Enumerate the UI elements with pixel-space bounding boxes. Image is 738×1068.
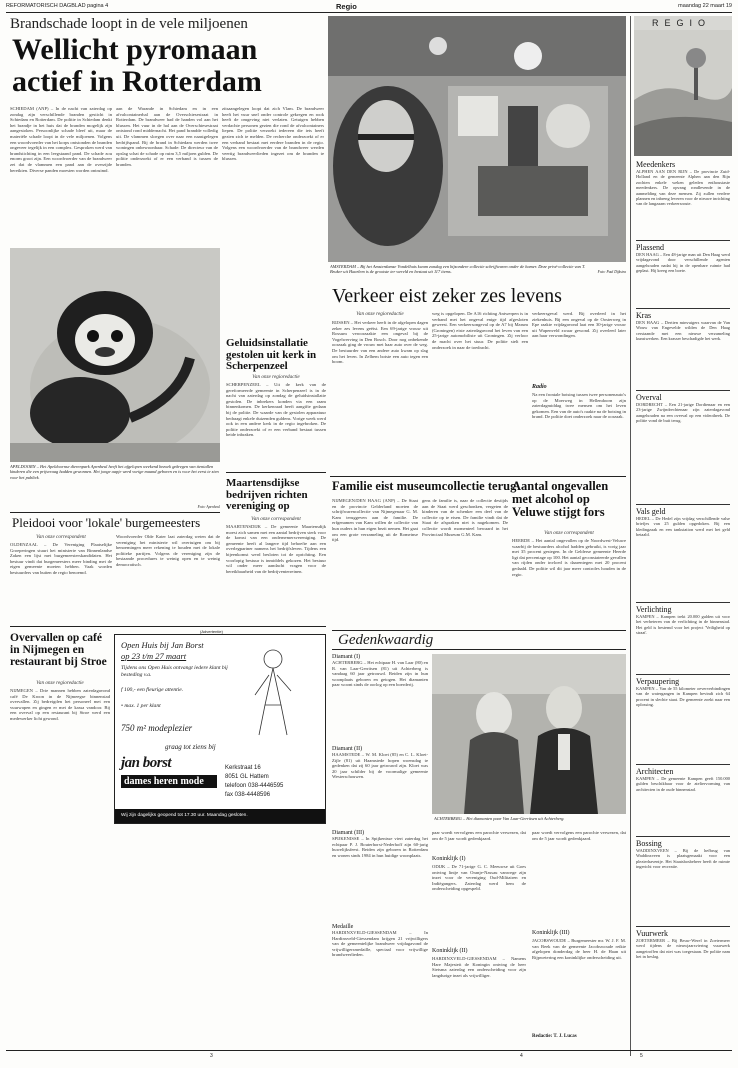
pleidooi-col-2: Woordvoerder Olde Kater laat zaterdag weten dat de vereniging het ministerie wil overtuigen om bij benoemingen meer rekening te houden met de lokale politieke partijen. Volgens de vereniging zijn de bestaande procedures te weinig open en te weinig democratisch. — [116, 534, 220, 567]
obit-3 — [332, 830, 428, 920]
obit-3-text: SPIJKENISSE – In Spijkenisse viert zaterdag het echtpaar P. J. Bouterhorst-Nederhoff zijn 60-jarig huwelijksfeest. Beiden zijn geboren in Rotterdam en wonen sinds 1984 in hun huidige woonplaats. — [332, 836, 428, 858]
obit-2-heading: Diamant (II) — [332, 746, 363, 752]
ad-heading: Open Huis bij Jan Borst — [121, 640, 204, 650]
sidebar-item-text: DEN HAAG – Een 48-jarige man uit Den Haag werd vrijdagavond door verschillende agenten aangehouden nadat hij in de openbare ruimte had geplast. Hij kreeg een boete. — [636, 252, 730, 274]
overvallen-title: Overvallen op café in Nijmegen en restaurant bij Stroe — [10, 632, 107, 669]
sidebar-item-heading: Overval — [636, 393, 662, 402]
pleidooi-title: Pleidooi voor 'lokale' burgemeesters — [12, 515, 201, 530]
sidebar-item-overval — [636, 390, 730, 502]
sidebar-item-bossing — [636, 836, 730, 928]
couple-photo — [432, 654, 626, 814]
lead-col-3: zitsaangelegen loopt dat zich Vlam. De brandweer heeft het vuur snel onder controle gekregen en rook heeft de omgeving niet verlaten. Getuigen hebben verdachte personen gezien die rond de afvalcontainers liepen. De politie verzoekt iedereen die iets heeft gezien zich te melden. De recherche onderzoekt of er een verband bestaat met eerdere branden in de regio. Volgens een woordvoerder van de brandweer werden veertig brandweerlieden ingezet om de branden te blussen. — [222, 106, 324, 162]
geluid-title: Geluidsinstallatie gestolen uit kerk in Scherpenzeel — [226, 337, 317, 373]
footer-marker-2: 4 — [520, 1053, 523, 1059]
ad-box[interactable] — [114, 634, 326, 824]
ad-graag: graag tot ziens bij — [165, 743, 216, 751]
obit-4-text: HARDINXVELD-GIESSENDAM – In Hardinxveld-Giessendam krijgen 21 vrijwilligers van de gemeentelijke brandweer vrijdagavond de vrijwilligersmedaille, speciaal voor vrijwillige brandweerlieden. — [332, 930, 428, 958]
kon3-text: JACOBSWOUDE – Burgemeester mr. W. J. F. M. van Beek van de gemeente Jacobswoude reikte afgelopen donderdag de heer H. de Haan uit Rijpwetering een koninklijke onderscheiding uit. — [532, 938, 626, 960]
verkeer-col-3b: Na een frontale botsing tussen twee personenauto's op de Moerweg in Hellendoorn zijn zaterdagmiddag twee mensen om het leven gekomen. Een van de auto's raakte na de botsing in brand. De politie doet onderzoek naar de oorzaak. — [532, 392, 626, 420]
ad-logo-name: jan borst — [121, 755, 172, 771]
kon1-text: ODIJK – De 71-jarige G. C. Meeuwse uit Goes ontving lintje van Oranje-Nassau vanwege zijn inzet voor de vereniging Oud-Militairen en Indiëgangers. Zaterdag werd hem de onderscheiding opgespeld. — [432, 864, 526, 892]
gedenk-redactie: Redactie: T. J. Lucas — [532, 1034, 577, 1039]
verkeer-rule — [330, 476, 626, 477]
sidebar-item-text: WADDINXVEEN – Bij de hefbrug van Waddinxveen is plaatsgemaakt voor een plezierhaventje. Het Staatsbosbeheer heeft de ruimte ingericht voor recreatie. — [636, 848, 730, 870]
lead-col-1: SCHIEDAM (ANP) – In de nacht van zaterdag op zondag zijn verschillende branden gesticht in Schiedam en Rotterdam. De politie in Schiedam denkt het brandje in het huis dat de branden mogelijk zijn aangestoken. Persoonlijke schade bleef uit, maar de materiële schade loopt in de vele miljoenen. Volgens een woordvoerder van het korps ontstonden de branden ongeveer tegelijk in een complex. Gesproken werd van brandstichting in een leegstaand pand. De schade zou enorm groot zijn. Een woordvoerder van de brandweer zei dat de vlammen een pand aan de overzijde bereikten. Diverse panden moesten worden ontruimd. — [10, 106, 112, 173]
footer-marker-3: 5 — [640, 1053, 643, 1059]
museum-col-2: gens de familie is, naar de collectie destijds aan de Staat werd geschonken, vergeten de kinderen van de schenker een deel van de collectie op te eisen. De familie vindt dat de Staat de afspraken niet is nagekomen. De collectie wordt momenteel bewaard in het Provinciaal Museum G.M. Kam. — [422, 498, 508, 537]
ad-max: • max. 1 per klant — [121, 703, 161, 709]
museum-col-1: NIJMEGEN/DEN HAAG (ANP) – De Staat en de provincie Gelderland moeten de schrijfwarencollectie van Nijmegenaar G. M. Kam teruggeven aan de familie. De erfgenamen van Kam willen de collectie van hun ouders in hun eigen bezit nemen. Het gaat om een grote verzameling uit de Romeinse tijd. — [332, 498, 418, 543]
verkeer-col-3: verkeersgeval werd. Bij overleed in het ziekenhuis. Bij een ongeval op de Oosterweg in Epe raakte vrijdagavond laat een 30-jarige vrouw uit Wapenveld zwaar gewond. Zij overleed later aan haar verwondingen. — [532, 311, 626, 339]
sidebar-item-heading: Plassend — [636, 243, 664, 252]
sidebar-item-kras — [636, 308, 730, 388]
animal-photo-caption: APELDOORN – Het Apeldoornse dierenpark Apenheul heeft het afgelopen weekend bezoek gekregen van tientallen kinderen die een prijsvraag hadden gewonnen. Het jonge aapje werd vorige maand geboren en is voor het eerst te zien voor het publiek. — [10, 464, 219, 480]
sidebar-item-heading: Architecten — [636, 767, 674, 776]
footer-marker-1: 3 — [210, 1053, 213, 1059]
sidebar-banner — [634, 16, 732, 156]
sidebar-item-heading: Kras — [636, 311, 652, 320]
couple-photo-caption: ACHTERBERG – Het diamanten paar Van Laar-Gerritsen uit Achterberg. — [434, 816, 565, 821]
sidebar-item-heading: Vals geld — [636, 507, 666, 516]
sidebar-item-text: DEN HAAG – Dertien minvuigers waarvan de Van Wouw van Engevelde wilden de Den Haag cerstaande met een nieuwe verzameling kunstwerken. Een krasser beschadigde het werk. — [636, 320, 730, 342]
obit-4 — [332, 924, 428, 1044]
ad-address-1: Kerkstraat 16 — [225, 765, 261, 771]
aantal-body: HEERDE – Het aantal ongevallen op de Noordwest-Veluwe waarbij de bestuurders alcohol hadden gebruikt, is vorig jaar met 35 procent gestegen. In de Gelderse gemeente Heerde ligt dat percentage op 100. Het aantal geconstateerde gevallen van rijden onder invloed is daarentegen met 20 procent gedaald. De politie wil dit jaar meer controles houden in de regio. — [512, 538, 626, 577]
sidebar-banner-label: REGIO — [652, 18, 712, 28]
verkeer-radio-label: Radio — [532, 384, 547, 390]
museum-photo-credit: Foto: Paul Dijkstra — [597, 270, 626, 274]
sidebar-divider — [630, 16, 631, 1056]
aantal-byline: Van onze correspondent — [544, 530, 594, 536]
obit-1-heading: Diamant (I) — [332, 654, 361, 660]
sidebar-item-verlichting — [636, 602, 730, 674]
sidebar-item-vals-geld — [636, 504, 730, 602]
sidebar-item-text: KAMPEN – Kampen trekt 20.000 gulden uit voor het verbeteren van de verlichting in de binnenstad. Het geld is bestemd voor het project 'Veiligheid op straat'. — [636, 614, 730, 636]
obit-1-text: ACHTERBERG – Het echtpaar H. van Laar (80) en R. van Laar-Gerritsen (81) uit Achterberg is vandaag 60 jaar getrouwd. Beiden zijn in hun woonplaats geboren en getogen. Het diamanten paar woont sinds de oorlog op een boerderij. — [332, 660, 428, 688]
sidebar-item-heading: Verpaupering — [636, 677, 680, 686]
animal-photo-image — [10, 248, 220, 462]
ad-phone: telefoon 038-4446595 — [225, 783, 284, 789]
sidebar-item-vuurwerk — [636, 926, 730, 1048]
ad-footer: Wij zijn dagelijks geopend tot 17.30 uur. Maandag gesloten. — [115, 809, 325, 823]
kon2-heading: Koninklijk (II) — [432, 948, 468, 954]
header-rule — [6, 12, 732, 13]
ad-model-illustration — [243, 645, 303, 737]
couple-photo-image — [432, 654, 626, 814]
pleidooi-col-1: OLDENZAAL – De Vereniging Plaatselijke Groeperingen stuurt het ministerie van Binnenlandse Zaken een lijst met burgemeesterskandidaten. Het bestuur vindt dat burgemeesters meer binding met de eigen gemeente moeten hebben. Vaak worden bestuurders van buiten de regio benoemd. — [10, 542, 112, 575]
sidebar-item-heading: Vuurwerk — [636, 929, 668, 938]
geluid-body: SCHERPENZEEL – Uit de kerk van de gereformeerde gemeente in Scherpenzeel is in de nacht van zaterdag op zondag de geluidsinstallatie gestolen. De inbrekers konden via een raam binnenkomen. De kerkenraad heeft aangifte gedaan bij de politie. De waarde van de gestolen apparatuur bedraagt enkele duizenden guldens. Vorige week werd ook in een andere kerk in de regio ingebroken. De politie onderzoekt of er een verband bestaat tussen beide inbraken. — [226, 382, 326, 438]
obit-2-text: HAAMSTEDE – W. M. Kloet (85) en C. L. Kloet-Zijle (81) uit Haamstede hopen woensdag te gedenken dat zij 60 jaar getrouwd zijn. Kloet was 20 jaar schilder bij de voormalige gemeente Westerschouwen. — [332, 752, 428, 780]
pleidooi-bottom-rule — [10, 626, 326, 627]
museum-photo — [328, 16, 626, 262]
sidebar-item-architecten — [636, 764, 730, 836]
animal-photo-credit: Foto: Apenheul — [197, 505, 220, 509]
verkeer-title: Verkeer eist zeker zes levens — [332, 285, 562, 307]
sidebar-item-heading: Meedenkers — [636, 160, 676, 169]
header-date: maandag 22 maart 19 — [678, 3, 732, 9]
ad-gift: f 100,- een fleurige attentie. — [121, 687, 184, 693]
verkeer-col-2: weg is opgelopen. De A16 richting Antwerpen is in verband met het ongeval enige tijd afgesloten geweest. Een verkeersongeval op de A7 bij Marum (Groningen) eiste zaterdagavond het leven van een 25-jarige automobiliste uit Groningen. Zij verloor de macht over het stuur. De politie stelt een onderzoek in naar de toedracht. — [432, 311, 528, 350]
header-left: REFORMATORISCH DAGBLAD pagina 4 — [6, 3, 109, 9]
header-section: Regio — [336, 2, 357, 11]
regio-landscape-image — [634, 30, 732, 156]
lead-col-2: aan de Warande in Schiedam en in een afvalcontainerhal aan de Overschiesestraat in Rotterdam. De brandweer had de handen vol aan het blussen. Het vuur in de hal aan de Overschiesestraat ontstond rond middernacht. Het pand brandde volledig uit. De vlammen sloegen over naar een naastgelegen bedrijfspand. Bij de brand in Schiedam werden twee woningen onbewoonbaar. Schade: De directeur van de opslag schat de schade op ruim 3,5 miljoen gulden. De politie onderzoekt of er een verband is tussen de branden. — [116, 106, 218, 167]
ad-modeplezier: 750 m² modeplezier — [121, 723, 193, 733]
sidebar-item-heading: Verlichting — [636, 605, 672, 614]
sidebar-item-text: ZOETERMEER – Bij Beuw-Werel in Zoetermeer werd tijdens de nieuwjaarsviering vuurwerk aangetroffen dat niet was toegestaan. De politie nam het in beslag. — [636, 938, 730, 960]
pleidooi-byline: Van onze correspondent — [36, 534, 86, 540]
lead-title-2: actief in Rotterdam — [12, 65, 262, 98]
ad-label: (Advertentie) — [200, 629, 223, 634]
maarten-body: MAARTENSDIJK – De gemeente Maartensdijk moest zich samen met een aantal bedrijven sterk voor de komst van een ondernemersvereniging. De gemeente heeft al langere tijd behoefte aan een overlegpartner namens het bedrijfsleven. Tijdens een bijeenkomst werd besloten tot de oprichting. Een voorlopig bestuur is inmiddels gekozen. Het bestuur wil onder meer aandacht vragen voor de bereikbaarheid van de bedrijventerreinen. — [226, 524, 326, 574]
verkeer-col-1: RIJSSEN – Het verkeer heeft in de afgelopen dagen zeker zes levens geëist. Een 69-jarige vrouw uit Rossum veroorzaakte een ongeval bij de Vogelwerving in Den Bosch. Door nog onbekende oorzaak ging de vrouw met haar auto over de weg. De bestuurder van een andere auto kwam op slag om het leven. In Zelhem botste een auto tegen een boom. — [332, 320, 428, 365]
sidebar-item-verpaupering — [636, 674, 730, 766]
maarten-byline: Van onze correspondent — [251, 516, 301, 522]
aantal-title: Aantal ongevallen met alcohol op Veluwe stijgt fors — [512, 479, 609, 520]
sidebar-item-text: HEDEL – De Hedel zijn vrijdag verschillende valse briefjes van 25 gulden opgedoken. Bij een kledingzaak en een tankstation werd met het geld betaald. — [636, 516, 730, 538]
footer-rule — [6, 1050, 732, 1051]
pleidooi-rule — [10, 512, 220, 513]
overvallen-byline: Van onze regioredactie — [36, 680, 84, 686]
museum-photo-caption: AMSTERDAM – Bij het Amsterdamse Vondelhuis kwam zondag een bijzondere collectie schrijfwaren onder de hamer. Deze privé-collectie van T. Bruker uit Haarlem is de grootste ter wereld en bestaat uit 117 items. — [330, 264, 586, 275]
ad-fax: fax 038-4448596 — [225, 792, 271, 798]
ad-logo — [121, 755, 221, 795]
museum-title: Familie eist museumcollectie terug — [332, 479, 517, 493]
museum-photo-image — [328, 16, 626, 262]
sidebar-item-meedenkers — [636, 160, 730, 239]
obit-1 — [332, 654, 428, 744]
geluid-byline: Van onze regioredactie — [252, 374, 300, 380]
verkeer-byline: Van onze regioredactie — [356, 311, 404, 317]
sidebar-item-heading: Bossing — [636, 839, 662, 848]
kon2-text: HARDINXVELD-GIESSENDAM – Namens Hare Majesteit de Koningin ontving de heer Sietsma zaterdag een onderscheiding voor zijn langdurige inzet als vrijwilliger. — [432, 956, 526, 978]
lead-title-1: Wellicht pyromaan — [12, 33, 258, 66]
overvallen-body: NIJMEGEN – Drie mannen hebben zaterdagavond café De Kroon in de Nijmeegse binnenstad overvallen. Zij bedreigden het personeel met een vuurwapen en gingen er met de kassa vandoor. Bij een overval op een restaurant bij Stroe werd een medewerker licht gewond. — [10, 688, 110, 721]
maarten-title: Maartensdijkse bedrijven richten vereniging op — [226, 477, 308, 513]
obit-3-heading: Diamant (III) — [332, 830, 365, 836]
lead-kicker: Brandschade loopt in de vele miljoenen — [10, 16, 248, 32]
sidebar-item-text: KAMPEN – Van de 55 kilometer oeververbindingen van de watergangen in Kampen bevindt zich 64 procent in slechte staat. De gemeente zoekt naar een oplossing. — [636, 686, 730, 708]
ad-logo-sub: dames heren mode — [121, 775, 217, 788]
gedenk-col-2-intro: paar woedt vervolgens een parochie verwezen, dat om de 5 jaar wordt gedenkjaard. — [432, 830, 526, 841]
sidebar-item-text: ALPHEN AAN DEN RIJN – De provincie Zuid-Holland en de gemeente Alphen aan den Rijn zochten enkele weken geleden enthousiaste meedenkers. De opvang rondlevende in de aanmelding van deze mensen. Zij zullen verdere plannen en inbreng leveren voor de nieuwe inrichting van de langzaam verkeersroute. — [636, 169, 730, 207]
sidebar-item-text: DORDRECHT – Een 21-jarige Dordtenaar en een 23-jarige Zwijndrechtenaar zijn zaterdagavond aangehouden na een overval op een videotheek. De politie vond de buit terug. — [636, 402, 730, 424]
gedenk-col-3-intro: paar woedt vervolgens een parochie verwezen, dat om de 5 jaar wordt gedenkjaard. — [532, 830, 626, 841]
geluid-rule — [226, 472, 326, 473]
sidebar-item-plassend — [636, 240, 730, 308]
ad-offer: Tijdens ons Open Huis ontvangt iedere klant bij besteding v.a. — [121, 665, 228, 678]
ad-dates: op 23 t/m 27 maart — [121, 651, 187, 661]
gedenk-header-box — [332, 630, 626, 650]
kon3-heading: Koninklijk (III) — [532, 930, 570, 936]
kon1-heading: Koninklijk (I) — [432, 856, 466, 862]
animal-photo — [10, 248, 220, 462]
sidebar-item-text: KAMPEN – De gemeente Kampen geeft 150.000 gulden beschikbaar voor de ateliervorming van architecten in de oude binnenstad. — [636, 776, 730, 792]
obit-2 — [332, 746, 428, 826]
obit-4-heading: Medaille — [332, 924, 354, 930]
ad-address-2: 8051 GL Hattem — [225, 774, 269, 780]
gedenk-title: Gedenkwaardig — [338, 632, 434, 648]
